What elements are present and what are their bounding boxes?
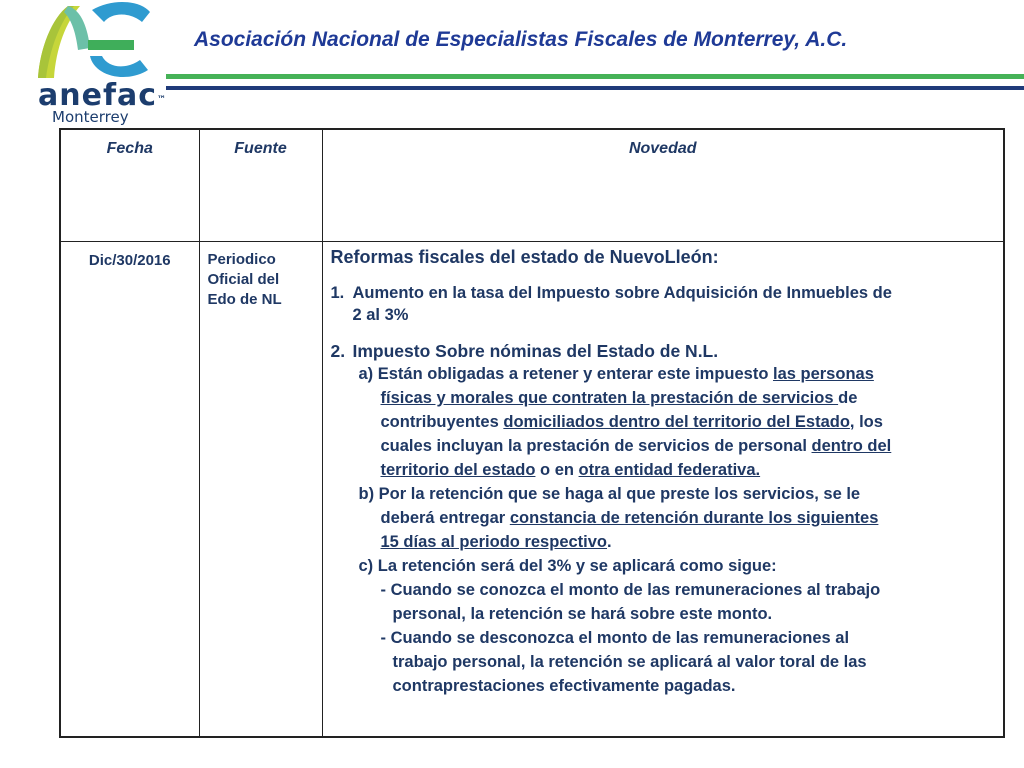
sub-item-c: c) La retención será del 3% y se aplicará como sigue: xyxy=(358,557,777,575)
column-header-fecha: Fecha xyxy=(60,129,199,242)
fuente-line: Periodico xyxy=(207,251,276,268)
cell-fuente xyxy=(199,242,322,738)
brand-name: anefac™ xyxy=(38,78,168,113)
cell-novedad xyxy=(322,242,1004,738)
brand-subtitle: Monterrey xyxy=(52,108,129,126)
news-table xyxy=(59,128,1005,738)
fuente-line: Edo de NL xyxy=(207,291,282,308)
header-divider-navy xyxy=(166,86,1024,90)
cell-fecha: Dic/30/2016 xyxy=(60,242,199,738)
novedad-title: Reformas fiscales del estado de NuevoLleón: xyxy=(330,247,719,267)
anefac-logo-icon xyxy=(30,0,155,82)
table-row xyxy=(60,242,1004,738)
sub-item-a: a) Están obligadas a retener y enterar este impuesto las personas físicas y morales que contraten la prestación de servicios de contribuyentes domiciliados dentro del territorio del Estado, los cuales incluyan la prestación de servicios de personal dentro del territorio del estado o en otra entidad federativa. xyxy=(358,365,892,479)
header-divider-green xyxy=(166,74,1024,79)
sub-item-b: b) Por la retención que se haga al que preste los servicios, se le deberá entregar constancia de retención durante los siguientes 15 días al periodo respectivo. xyxy=(358,485,879,551)
sub-item-c-detail: - Cuando se conozca el monto de las remuneraciones al trabajo personal, la retención se hará sobre este monto. - Cuando se desconozca el monto de las remuneraciones al trabajo personal, la retención se aplicará al valor toral de las contraprestaciones efectivamente pagadas. xyxy=(380,581,881,695)
page-title: Asociación Nacional de Especialistas Fiscales de Monterrey, A.C. xyxy=(194,28,848,51)
column-header-novedad: Novedad xyxy=(322,129,1004,242)
list-item: 2. Impuesto Sobre nóminas del Estado de N.L. xyxy=(330,341,719,361)
list-item: 1. Aumento en la tasa del Impuesto sobre Adquisición de Inmuebles de 2 al 3% xyxy=(330,284,892,324)
column-header-fuente: Fuente xyxy=(199,129,322,242)
fuente-line: Oficial del xyxy=(207,271,280,288)
